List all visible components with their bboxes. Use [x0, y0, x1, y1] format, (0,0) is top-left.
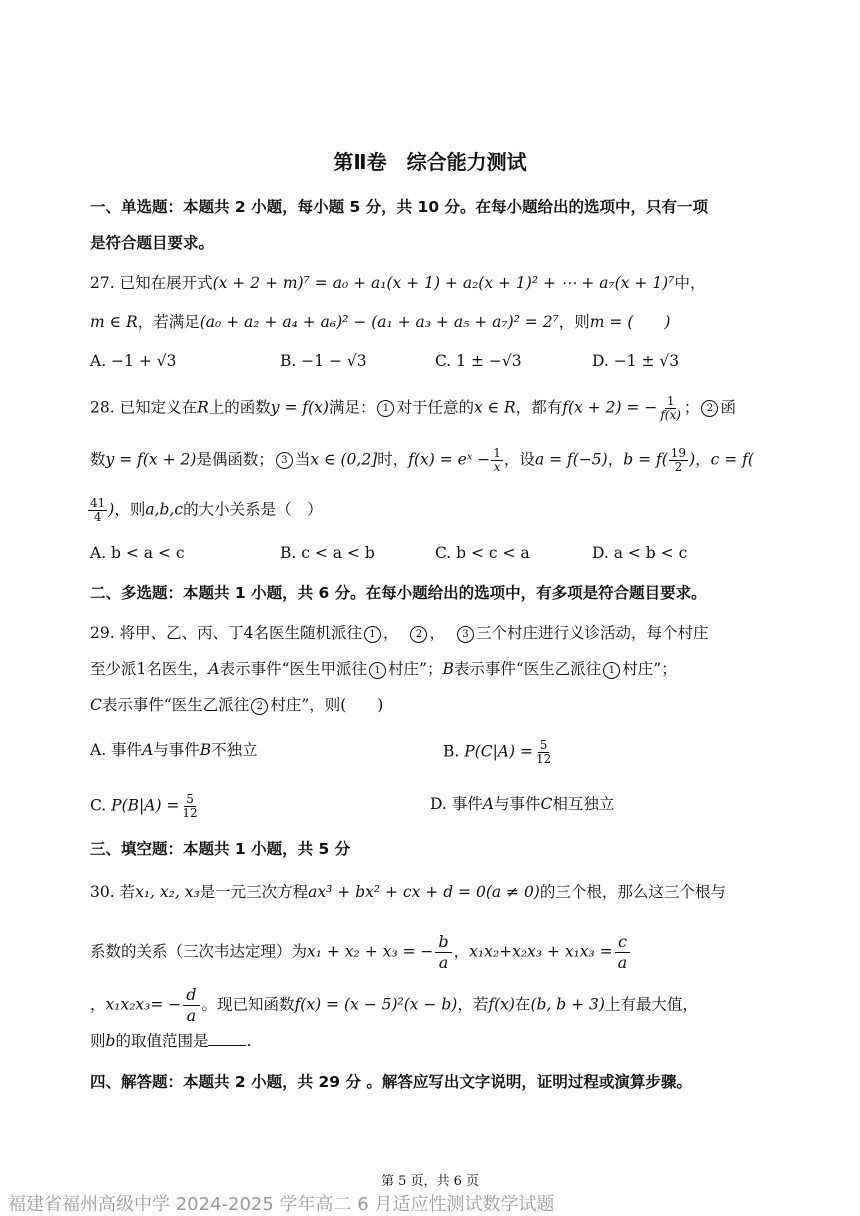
- q29-event-c: C: [90, 696, 102, 714]
- q30-line-2: [90, 932, 632, 973]
- opt-text: 相互独立: [552, 795, 615, 813]
- q28-line-2: [90, 447, 754, 474]
- q30-pair-sum: x₁x₂+x₂x₃ + x₁x₃ =: [469, 942, 613, 961]
- q28-function: y = f(x + 2): [105, 450, 197, 469]
- page-title: 第Ⅱ卷 综合能力测试: [333, 150, 527, 174]
- frac-num: b: [435, 932, 451, 953]
- q30-line-3: [90, 985, 698, 1026]
- q30-text: ，若: [457, 995, 489, 1014]
- q30-text: 是一元三次方程: [199, 883, 309, 901]
- q29-text: 至少派1名医生，: [90, 660, 209, 678]
- q30-text: 30. 若: [90, 883, 136, 901]
- circled-number-1: 1: [364, 626, 381, 643]
- frac-den: a: [186, 1006, 197, 1025]
- q28-option-b: B. c < a < b: [280, 544, 375, 562]
- q28-text: ，则: [114, 500, 146, 519]
- q28-option-d: D. a < b < c: [592, 544, 688, 562]
- q29-line-2: [90, 658, 677, 680]
- q28-option-c: C. b < c < a: [435, 544, 530, 562]
- q27-option-b: B. −1 − √3: [280, 352, 367, 370]
- frac-den: a: [617, 953, 628, 972]
- q28-equation: f(x + 2) = −: [562, 398, 658, 417]
- section-1-heading-cont: 是符合题目要求。: [90, 234, 215, 252]
- opt-fraction: [534, 739, 553, 766]
- frac-num: d: [183, 985, 199, 1006]
- q28-line-3: [90, 497, 323, 524]
- q30-text: 的三个根，那么这三个根与: [539, 883, 726, 901]
- q28-set-r: R: [197, 398, 209, 417]
- q30-var-b: b: [105, 1032, 116, 1050]
- q28-text: 28. 已知定义在: [90, 398, 198, 417]
- q28-c-def-end: ): [108, 500, 115, 519]
- q29-text: 表示事件“医生乙派往: [101, 696, 250, 714]
- section-4-heading: 四、解答题：本题共 2 小题，共 29 分 。解答应写出文字说明，证明过程或演算步骤。: [90, 1073, 692, 1091]
- q29-option-b: [443, 739, 554, 766]
- q27-option-d: D. −1 ± √3: [592, 352, 680, 370]
- frac-num: 1: [666, 394, 675, 408]
- q29-text: 29. 将甲、乙、丙、丁4名医生随机派往: [90, 624, 362, 642]
- circled-number-2: 2: [701, 400, 718, 417]
- frac-num: 1: [493, 446, 501, 460]
- q28-interval: x ∈ (0,2]: [310, 450, 378, 469]
- opt-var: A: [142, 741, 154, 759]
- opt-text: A. 事件: [90, 741, 143, 759]
- opt-text: 与事件: [153, 741, 200, 759]
- q30-text: .: [246, 1032, 252, 1050]
- q30-text: ，: [90, 995, 106, 1014]
- frac-den: 4: [93, 510, 102, 524]
- frac-den: 12: [182, 806, 198, 820]
- opt-var: C: [540, 795, 553, 813]
- q27-condition: (a₀ + a₂ + a₄ + a₆)² − (a₁ + a₃ + a₅ + a₇)² = 2⁷: [199, 313, 559, 331]
- q29-text: 表示事件“医生甲派往: [219, 660, 368, 678]
- q29-text: 村庄”；: [622, 660, 677, 678]
- q29-event-a: A: [208, 660, 220, 678]
- circled-number-3: 3: [457, 626, 474, 643]
- q28-fraction: [88, 497, 107, 524]
- circled-number-1: 1: [603, 662, 620, 679]
- q28-text: 对于任意的: [396, 398, 474, 417]
- q28-line-1: [90, 395, 736, 422]
- q28-fraction: [658, 395, 683, 422]
- q30-text: 则: [90, 1032, 106, 1050]
- q27-option-a: A. −1 + √3: [90, 352, 177, 370]
- opt-text: 不独立: [211, 741, 258, 759]
- q30-product: x₁x₂x₃= −: [105, 995, 182, 1014]
- q29-text: ，: [429, 624, 445, 642]
- q28-text: 上的函数: [208, 398, 271, 417]
- q30-text: ，: [453, 942, 470, 961]
- q29-line-1: [90, 622, 709, 644]
- opt-var: A: [482, 795, 494, 813]
- q28-fraction: [491, 447, 503, 474]
- q29-option-d: [430, 793, 614, 815]
- q28-text: 时，: [377, 450, 409, 469]
- q30-roots: x₁, x₂, x₃: [135, 883, 200, 901]
- q27-text: 27. 已知在展开式: [90, 274, 213, 292]
- q28-text: ；: [683, 398, 700, 417]
- q30-sum: x₁ + x₂ + x₃ = −: [307, 942, 434, 961]
- frac-den: 12: [535, 752, 552, 766]
- opt-text: 与事件: [493, 795, 541, 813]
- frac-num: 5: [539, 738, 548, 752]
- q27-text: ，则: [558, 313, 590, 331]
- q30-line-1: [90, 881, 726, 903]
- opt-text: B.: [443, 742, 465, 761]
- q27-text: ，若满足: [137, 313, 200, 331]
- section-2-heading: 二、多选题：本题共 1 小题，共 6 分。在每小题给出的选项中，有多项是符合题目要求。: [90, 584, 707, 602]
- frac-den: 2: [674, 460, 683, 474]
- opt-var: B: [199, 741, 212, 759]
- frac-num: 19: [670, 446, 687, 460]
- q29-text: ，: [382, 624, 399, 642]
- answer-blank[interactable]: [208, 1031, 246, 1046]
- q30-text: 系数的关系（三次韦达定理）为: [90, 942, 308, 961]
- q30-text: 上有最大值，: [604, 995, 698, 1014]
- q28-fraction: [669, 447, 688, 474]
- frac-num: 41: [90, 496, 106, 510]
- q27-text: 中，: [674, 274, 706, 292]
- q28-text: ，: [607, 450, 624, 469]
- q30-function: f(x) = (x − 5)²(x − b): [294, 995, 458, 1014]
- q28-abc: a,b,c: [145, 500, 184, 519]
- q28-text: 是偶函数；: [196, 450, 274, 469]
- q28-text: ，设: [503, 450, 535, 469]
- circled-number-1: 1: [369, 662, 386, 679]
- frac-den: f(x): [660, 408, 681, 422]
- opt-prob: P(B|A) =: [111, 796, 180, 815]
- q28-x-in-r: x ∈ R: [473, 398, 516, 417]
- q28-option-a: A. b < a < c: [90, 544, 185, 562]
- frac-den: a: [438, 953, 449, 972]
- opt-text: D. 事件: [430, 795, 483, 813]
- opt-fraction: [180, 793, 199, 820]
- section-3-heading: 三、填空题：本题共 1 小题，共 5 分: [90, 840, 351, 858]
- q30-text: 。现已知函数: [201, 995, 295, 1014]
- q28-text: 的大小关系是（ ）: [183, 500, 323, 519]
- q27-line-2: [90, 311, 670, 333]
- watermark: 福建省福州高级中学 2024-2025 学年高二 6 月适应性测试数学试题: [8, 1194, 555, 1215]
- q27-answer-bracket: m = ( ): [589, 313, 671, 331]
- frac-num: 5: [186, 792, 194, 806]
- q29-option-c: [90, 793, 201, 820]
- opt-text: C.: [90, 796, 112, 815]
- circled-number-2: 2: [251, 698, 268, 715]
- q29-event-b: B: [442, 660, 454, 678]
- q30-fx: f(x): [488, 995, 515, 1014]
- q28-text: ，: [695, 450, 711, 469]
- circled-number-1: 1: [377, 400, 394, 417]
- q28-a-def: a = f(−5): [534, 450, 608, 469]
- q30-fraction: [183, 985, 199, 1026]
- q29-text: 三个村庄进行义诊活动，每个村庄: [475, 624, 709, 642]
- q29-text: 表示事件“医生乙派往: [453, 660, 602, 678]
- q28-text: 函: [720, 398, 736, 417]
- q30-line-4: [90, 1030, 251, 1052]
- q28-function: y = f(x): [270, 398, 329, 417]
- page-footer: 第 5 页，共 6 页: [380, 1174, 480, 1189]
- q29-line-3: [90, 694, 383, 716]
- q28-b-def: b = f(: [623, 450, 668, 469]
- q27-line-1: [90, 272, 705, 294]
- q27-expansion: (x + 2 + m)⁷ = a₀ + a₁(x + 1) + a₂(x + 1)² + ⋯ + a₇(x + 1)⁷: [212, 274, 675, 292]
- q27-option-c: C. 1 ± −√3: [435, 352, 522, 370]
- circled-number-3: 3: [276, 452, 293, 469]
- q28-text: 数: [90, 450, 106, 469]
- q28-b-def-end: ): [689, 450, 696, 469]
- q30-fraction: [615, 932, 631, 973]
- q28-equation: f(x) = eˣ −: [408, 450, 491, 469]
- circled-number-2: 2: [410, 626, 427, 643]
- q29-option-a: [90, 739, 258, 761]
- q30-cubic: ax³ + bx² + cx + d = 0(a ≠ 0): [308, 883, 540, 901]
- q28-text: 满足：: [328, 398, 376, 417]
- frac-num: c: [615, 932, 630, 953]
- q30-fraction: [435, 932, 451, 973]
- q28-c-def: c = f(: [710, 450, 754, 469]
- q30-text: 在: [514, 995, 531, 1014]
- q27-m-domain: m ∈ R: [90, 313, 138, 331]
- q28-text: 当: [294, 450, 311, 469]
- q28-text: ，都有: [515, 398, 563, 417]
- q29-text: 村庄”，则( ): [270, 696, 384, 714]
- q30-text: 的取值范围是: [115, 1032, 209, 1050]
- section-1-heading: 一、单选题：本题共 2 小题，每小题 5 分，共 10 分。在每小题给出的选项中，只有一项: [90, 198, 709, 216]
- frac-den: x: [493, 460, 501, 474]
- q29-text: 村庄”；: [388, 660, 443, 678]
- q30-interval: (b, b + 3): [530, 995, 605, 1014]
- opt-prob: P(C|A) =: [464, 742, 533, 761]
